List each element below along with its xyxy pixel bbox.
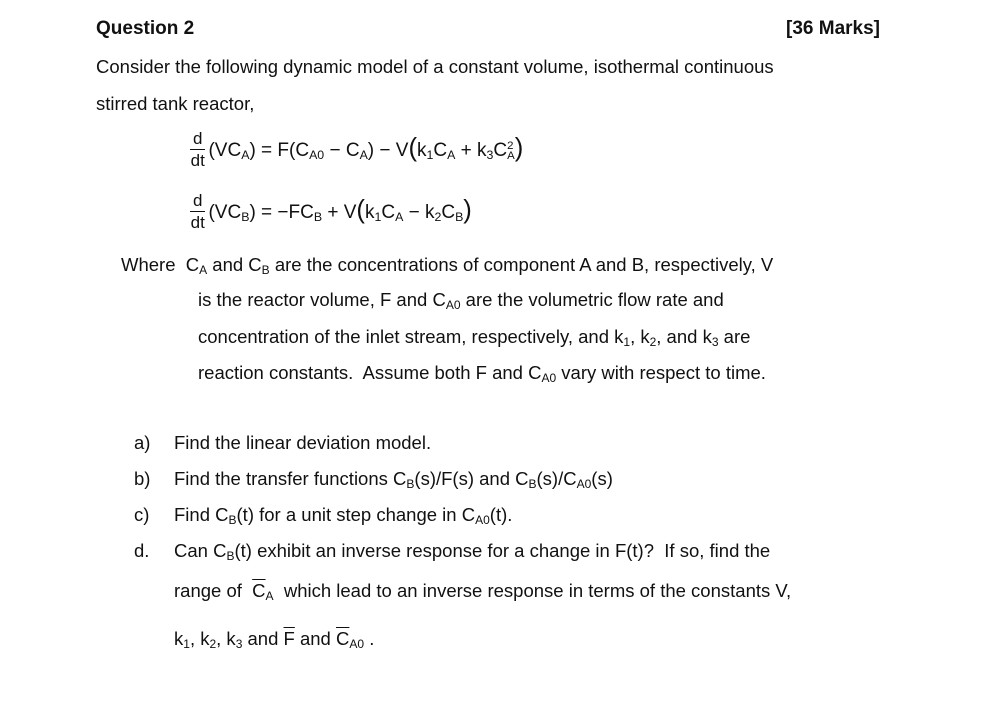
item-b-text: Find the transfer functions $C_B(s)/F(s)$ and $C_B(s)/C_{A0}(s)$ — [174, 468, 613, 491]
fraction-denominator: dt — [190, 151, 205, 170]
item-b — [134, 468, 613, 491]
where-line-2: is the reactor volume, F and $C_{A0}$ are the volumetric flow rate and — [198, 289, 724, 312]
item-d-text-1: Can $C_B(t)$ exhibit an inverse response for a change in F(t)? If so, find the — [174, 540, 771, 563]
intro-line-1: Consider the following dynamic model of a constant volume, isothermal continuous — [96, 56, 774, 77]
item-a-text: Find the linear deviation model. — [174, 432, 432, 453]
question-marks: [36 Marks] — [786, 18, 880, 39]
item-c — [134, 504, 512, 527]
where-line-4: reaction constants. Assume both F and $C_{A0}$ vary with respect to time. — [198, 362, 766, 385]
fraction-denominator: dt — [190, 213, 205, 232]
where-label: Where — [121, 254, 176, 275]
equation-2-body: $(VC_B) = -FC_B + V(k_1C_A - k_2C_B)$ — [208, 196, 472, 225]
derivative-fraction — [190, 192, 205, 231]
fraction-numerator: d — [190, 192, 205, 212]
item-d-line-1 — [134, 540, 770, 563]
equation-1 — [190, 130, 523, 169]
fraction-numerator: d — [190, 130, 205, 150]
item-d-label: d. — [134, 540, 150, 561]
item-c-label: c) — [134, 504, 150, 525]
item-b-label: b) — [134, 468, 151, 489]
item-a — [134, 432, 431, 454]
item-d-line-2: range of $\overline{C}_A$ which lead to an inverse response in terms of the constants V, — [174, 580, 792, 603]
item-c-text: Find $C_B(t)$ for a unit step change in $C_{A0}(t)$. — [174, 504, 513, 527]
item-a-label: a) — [134, 432, 151, 453]
equation-1-body: $(VC_A) = F(C_{A0} - C_A) - V(k_1C_A + k_3C$ 2 A ) — [208, 134, 524, 163]
intro-line-2: stirred tank reactor, — [96, 93, 255, 114]
where-line-1: Where $C_A$ and $C_B$ are the concentrations of component A and B, respectively, V — [121, 254, 774, 277]
equation-2 — [190, 192, 472, 231]
where-line-3: concentration of the inlet stream, respectively, and $k_1$, $k_2$, and $k_3$ are — [198, 326, 751, 349]
item-d-line-3: $k_1$, $k_2$, $k_3$ and $\overline{F}$ and $\overline{C}_{A0}$ . — [174, 628, 375, 651]
question-title: Question 2 — [96, 18, 195, 39]
derivative-fraction — [190, 130, 205, 169]
